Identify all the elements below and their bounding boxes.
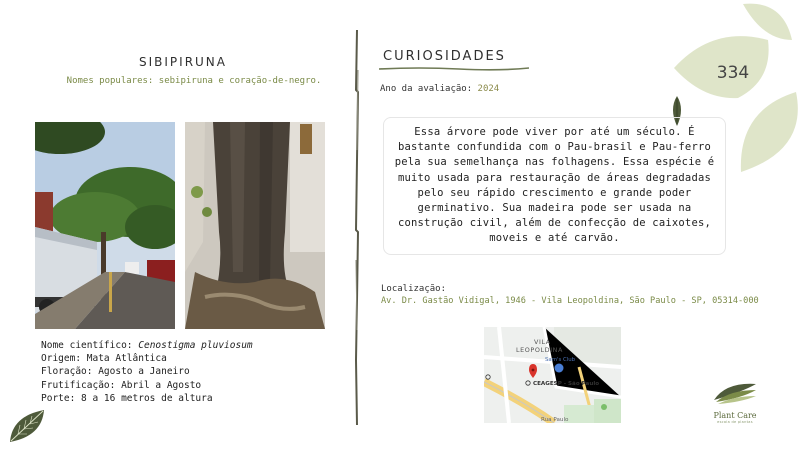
map-label-district2: LEOPOLDINA — [516, 346, 564, 354]
species-title: SIBIPIRUNA — [138, 55, 227, 69]
brand-tagline: escala de plantas — [717, 420, 753, 424]
tree-facts — [41, 339, 253, 405]
leaf-icon — [8, 408, 48, 444]
map-label-district: VILA — [534, 338, 551, 346]
title-underline — [379, 65, 529, 73]
origin: Origem: Mata Atlântica — [41, 353, 167, 365]
poi-marker-icon[interactable] — [555, 364, 564, 373]
popular-names: Nomes populares: sebipiruna e coração-de-negro. — [66, 76, 322, 86]
tree-trunk-photo — [185, 122, 325, 329]
size: Porte: 8 a 16 metros de altura — [41, 392, 213, 404]
fruiting: Frutificação: Abril a Agosto — [41, 379, 202, 391]
brand-name: Plant Care — [713, 411, 757, 420]
column-divider — [352, 30, 362, 425]
map-label-street: Rua Paulo — [541, 417, 569, 423]
location-map[interactable] — [484, 327, 621, 423]
map-label-poi: Sam's Club — [545, 357, 576, 363]
decorative-leaves — [668, 0, 800, 175]
brand-leaf-icon — [712, 380, 758, 406]
brand-logo — [700, 380, 770, 424]
evaluation-year: Ano da avaliação: 2024 — [380, 84, 500, 94]
flowering: Floração: Agosto a Janeiro — [41, 366, 190, 378]
tree-number-badge: 334 — [716, 63, 750, 83]
tree-canopy-photo — [35, 122, 175, 329]
location-address: Av. Dr. Gastão Vidigal, 1946 - Vila Leopoldina, São Paulo - SP, 05314-000 — [381, 296, 759, 306]
curiosities-title: CURIOSIDADES — [383, 49, 506, 64]
location-label: Localização: — [381, 284, 447, 294]
scientific-name: Nome científico: Cenostigma pluviosum — [41, 340, 253, 351]
map-label-place: CEAGESP - São Paulo — [533, 381, 600, 387]
curiosities-text: Essa árvore pode viver por até um século. É bastante confundida com o Pau-brasil e Pau-ferro pela sua semelhança nas folhagens. Essa espécie é muito usada para restauração de áreas degradadas pelo seu rápido crescimento e grande poder germinativo. Sua madeira pode ser usada na construção civil, além de confecção de caixotes, moveis e até carvão. — [383, 117, 726, 255]
